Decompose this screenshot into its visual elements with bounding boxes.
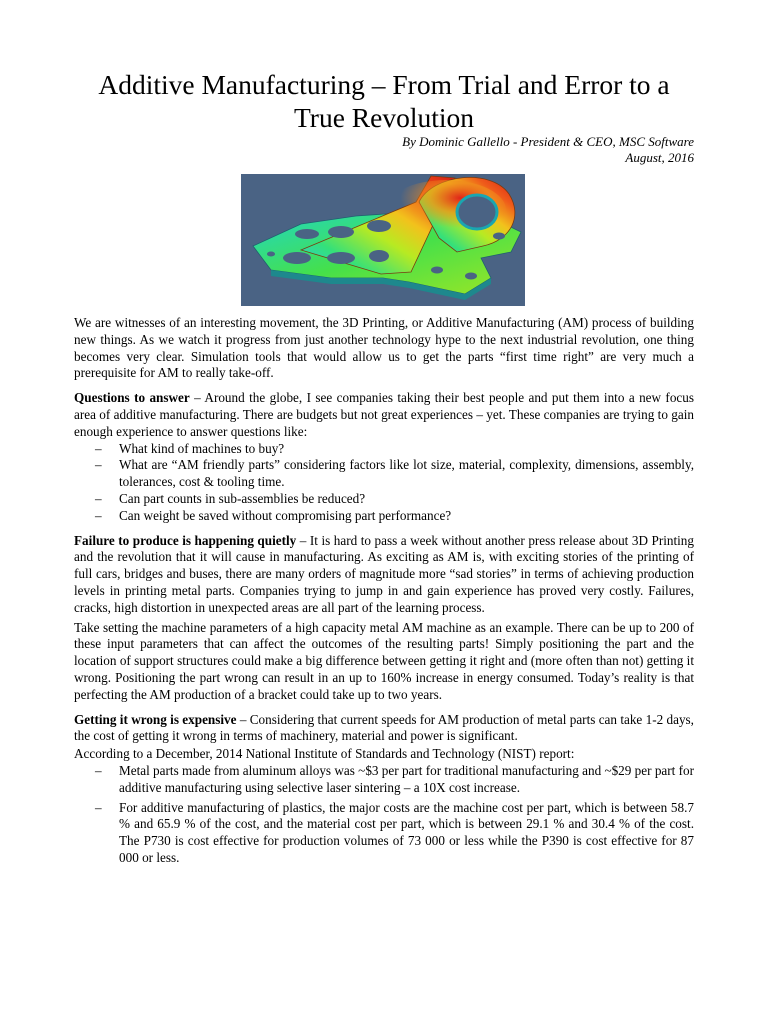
bullet-dash: – bbox=[95, 440, 102, 456]
failure-body: – It is hard to pass a week without another press release about 3D Printing and the revolution that it will cause in manufacturing. As exciting as AM is, with exciting stories of the printing of full cars, bridges and buses, there are many orders of magnitude more “sad stories” in terms of achieving production levels in printing metal parts. Companies trying to jump in and gain experience has proved very costly. Failures, cracks, high distortion in unexpected areas are all part of the learning process. bbox=[74, 532, 694, 615]
paragraph-nist-intro: According to a December, 2014 National Institute of Standards and Technology (NIST) report: bbox=[74, 746, 575, 762]
byline-date: August, 2016 bbox=[625, 150, 694, 165]
plate-hole bbox=[465, 273, 477, 280]
plate-hole bbox=[295, 229, 319, 239]
bullet-dash: – bbox=[95, 799, 102, 815]
list-item-text: For additive manufacturing of plastics, the major costs are the machine cost per part, which is between 58.7 % and 65.9 % of the cost, and the material cost per part, which is between 29.1 % and 30.4 % of the cost. The P730 is cost effective for production volumes of 73 000 or less while the P390 is cost effective for 87 000 or less. bbox=[119, 799, 694, 865]
ring-hole bbox=[457, 195, 497, 229]
plate-hole bbox=[283, 252, 311, 264]
heading-failure-to-produce: Failure to produce is happening quietly bbox=[74, 532, 297, 548]
paragraph-failure bbox=[74, 533, 694, 617]
plate-hole bbox=[493, 233, 505, 240]
plate-hole bbox=[328, 226, 354, 238]
plate-hole bbox=[267, 252, 275, 257]
list-item-text: What are “AM friendly parts” considering factors like lot size, material, complexity, dimensions, assembly, tolerances, cost & tooling time. bbox=[119, 457, 694, 490]
am-bracket-simulation-image bbox=[241, 174, 525, 306]
paragraph-intro: We are witnesses of an interesting movement, the 3D Printing, or Additive Manufacturing (AM) process of building new things. As we watch it progress from just another technology hype to the next industrial revolution, one thing becomes very clear. Simulation tools that would allow us to get the parts “first time right” are very much a prerequisite for AM to really take-off. bbox=[74, 315, 694, 381]
byline bbox=[74, 134, 694, 166]
document-page bbox=[74, 68, 694, 870]
list-item bbox=[74, 800, 694, 867]
list-item bbox=[74, 508, 694, 525]
byline-author: By Dominic Gallello - President & CEO, MSC Software bbox=[402, 134, 694, 149]
questions-body: – Around the globe, I see companies taking their best people and put them into a new focus area of additive manufacturing. There are budgets but not great experiences – yet. These companies are trying to gain enough experience to answer questions like: bbox=[74, 390, 694, 439]
plate-hole bbox=[431, 267, 443, 274]
paragraph-questions bbox=[74, 390, 694, 440]
bullet-dash: – bbox=[95, 507, 102, 523]
bullet-dash: – bbox=[95, 490, 102, 506]
plate-hole bbox=[369, 250, 389, 262]
plate-hole bbox=[327, 252, 355, 264]
list-item-text: What kind of machines to buy? bbox=[119, 440, 285, 456]
getting-it-wrong-body: – Considering that current speeds for AM production of metal parts can take 1-2 days, the cost of getting it wrong in terms of machinery, material and power is significant. bbox=[74, 711, 694, 744]
questions-list bbox=[74, 441, 694, 525]
paragraph-getting-it-wrong bbox=[74, 712, 694, 746]
heading-getting-it-wrong: Getting it wrong is expensive bbox=[74, 711, 237, 727]
bullet-dash: – bbox=[95, 762, 102, 778]
bullet-dash: – bbox=[95, 457, 102, 473]
paragraph-machine-parameters: Take setting the machine parameters of a high capacity metal AM machine as an example. There can be up to 200 of these input parameters that can affect the outcomes of the resulting parts! Simply positioning the part and the location of support structures could make a big difference between getting it right and (more often than not) getting it wrong. Positioning the part wrong can result in an up to 160% increase in energy consumed. Today’s reality is that perfecting the AM production of a bracket could take up to two years. bbox=[74, 619, 694, 702]
plate-hole bbox=[367, 220, 391, 232]
article-title: Additive Manufacturing – From Trial and Error to a True Revolution bbox=[98, 69, 670, 133]
nist-list bbox=[74, 763, 694, 867]
list-item bbox=[74, 491, 694, 508]
list-item-text: Metal parts made from aluminum alloys was ~$3 per part for traditional manufacturing and ~$29 per part for additive manufacturing using selective laser sintering – a 10X cost increase. bbox=[119, 762, 694, 795]
list-item bbox=[74, 763, 694, 797]
list-item bbox=[74, 441, 694, 458]
list-item-text: Can weight be saved without compromising part performance? bbox=[119, 507, 452, 523]
heading-questions-to-answer: Questions to answer bbox=[74, 390, 190, 406]
list-item bbox=[74, 457, 694, 491]
list-item-text: Can part counts in sub-assemblies be reduced? bbox=[119, 490, 366, 506]
